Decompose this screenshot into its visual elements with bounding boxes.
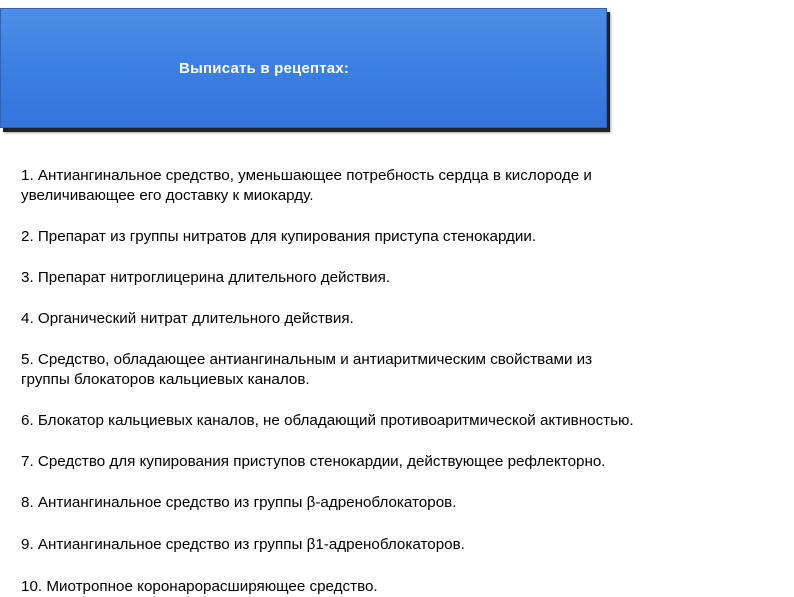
list-item-7: 7. Средство для купирования приступов стенокардии, действующее рефлекторно.: [21, 453, 606, 470]
slide-title: Выписать в рецептах:: [179, 60, 350, 77]
list-item-4: 4. Органический нитрат длительного действия.: [21, 310, 354, 327]
list-item-3: 3. Препарат нитроглицерина длительного действия.: [21, 269, 391, 286]
list-item-5: 5. Средство, обладающее антиангинальным и антиаритмическим свойствами из группы блокаторов кальциевых каналов.: [21, 351, 593, 388]
prescription-task-list: [21, 166, 781, 597]
list-item-2: 2. Препарат из группы нитратов для купирования приступа стенокардии.: [21, 228, 537, 245]
list-item-10: 10. Миотропное коронарорасширяющее средство.: [21, 578, 378, 595]
list-item-9: 9. Антиангинальное средство из группы β1-адреноблокаторов.: [21, 536, 465, 553]
title-banner: [0, 8, 607, 128]
list-item-1: 1. Антиангинальное средство, уменьшающее потребность сердца в кислороде и увеличивающее его доставку к миокарду.: [21, 167, 592, 204]
list-item-6: 6. Блокатор кальциевых каналов, не обладающий противоаритмической активностью.: [21, 412, 634, 429]
list-item-8: 8. Антиангинальное средство из группы β-адреноблокаторов.: [21, 494, 457, 511]
